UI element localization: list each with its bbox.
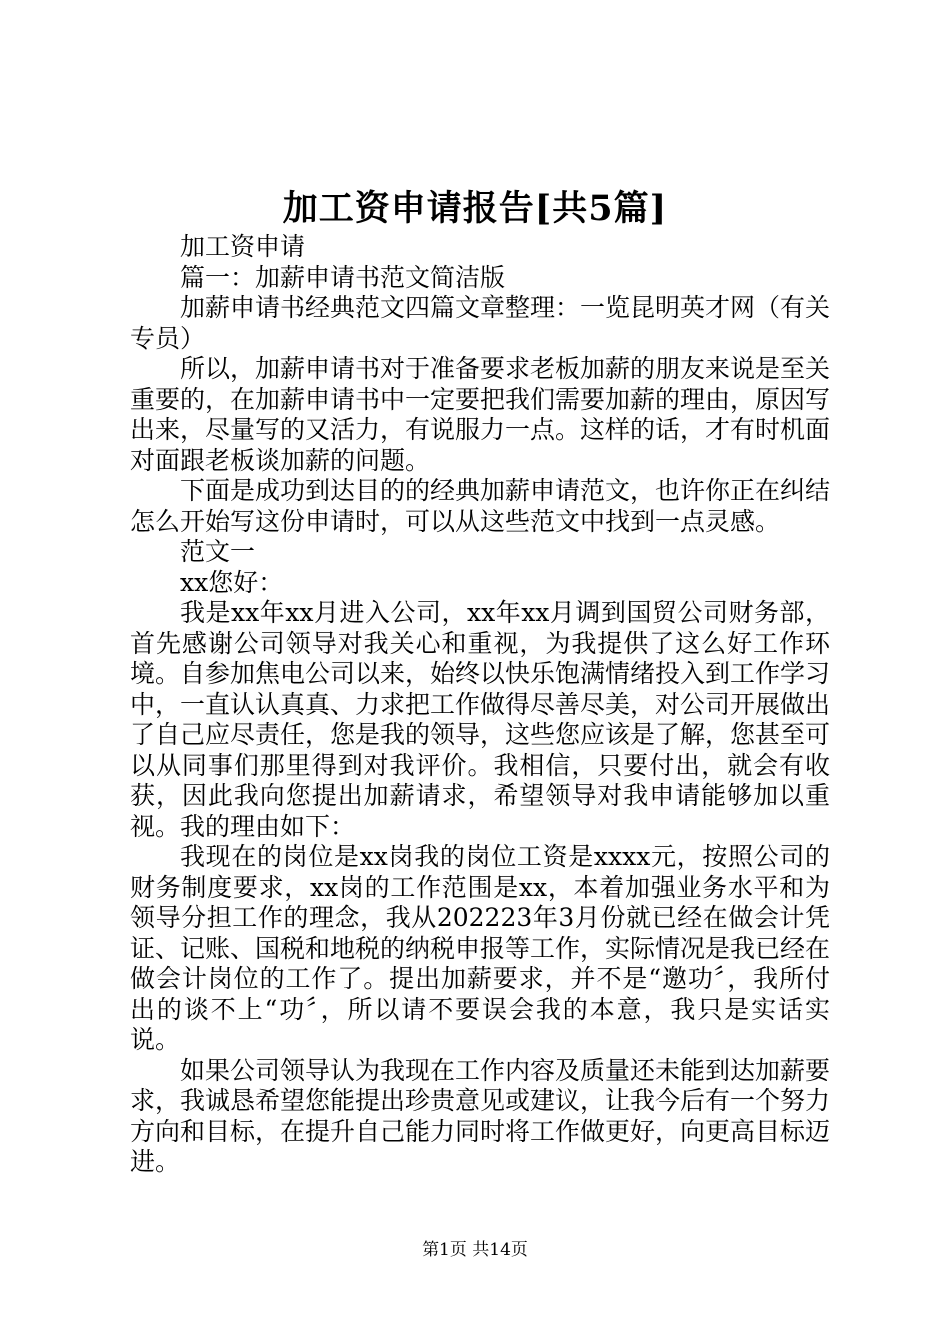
document-title: 加工资申请报告[共5篇]	[282, 188, 668, 229]
paragraph-body-1: 我是xx年xx月进入公司，xx年xx月调到国贸公司财务部，首先感谢公司领导对我关心和重视，为我提供了这么好工作环境。自参加焦电公司以来，始终以快乐饱满情绪投入到工作学习中，一直认认真真、力求把工作做得尽善尽美，对公司开展做出了自己应尽责任，您是我的领导，这些您应该是了解，您甚至可以从同事们那里得到对我评价。我相信，只要付出，就会有收获，因此我向您提出加薪请求，希望领导对我申请能够加以重视。我的理由如下：	[130, 598, 831, 841]
paragraph-body-3: 如果公司领导认为我现在工作内容及质量还未能到达加薪要求，我诚恳希望您能提出珍贵意见或建议，让我今后有一个努力方向和目标，在提升自己能力同时将工作做更好，向更高目标迈进。	[130, 1055, 831, 1176]
paragraph-intro: 所以，加薪申请书对于准备要求老板加薪的朋友来说是至关重要的，在加薪申请书中一定要把我们需要加薪的理由，原因写出来，尽量写的又活力，有说服力一点。这样的话，才有时机面对面跟老板谈加薪的问题。	[130, 354, 831, 475]
page-footer: 第1页 共14页	[422, 1240, 528, 1260]
paragraph-heading: 加工资申请	[180, 232, 306, 261]
paragraph-section-title: 篇一：加薪申请书范文简洁版	[180, 262, 506, 292]
paragraph-sample-label: 范文一	[180, 537, 256, 566]
document-body	[130, 232, 830, 1178]
paragraph-greeting: xx您好：	[180, 567, 284, 597]
paragraph-source: 加薪申请书经典范文四篇文章整理：一览昆明英才网（有关专员）	[130, 293, 831, 353]
paragraph-lead-in: 下面是成功到达目的的经典加薪申请范文，也许你正在纠结怎么开始写这份申请时，可以从这些范文中找到一点灵感。	[130, 476, 831, 536]
paragraph-body-2: 我现在的岗位是xx岗我的岗位工资是xxxx元，按照公司的财务制度要求，xx岗的工作范围是xx，本着加强业务水平和为领导分担工作的理念，我从202223年3月份就已经在做会计凭证、记账、国税和地税的纳税申报等工作，实际情况是我已经在做会计岗位的工作了。提出加薪要求，并不是“邀功〞，我所付出的谈不上“功〞，所以请不要误会我的本意，我只是实话实说。	[130, 842, 831, 1054]
